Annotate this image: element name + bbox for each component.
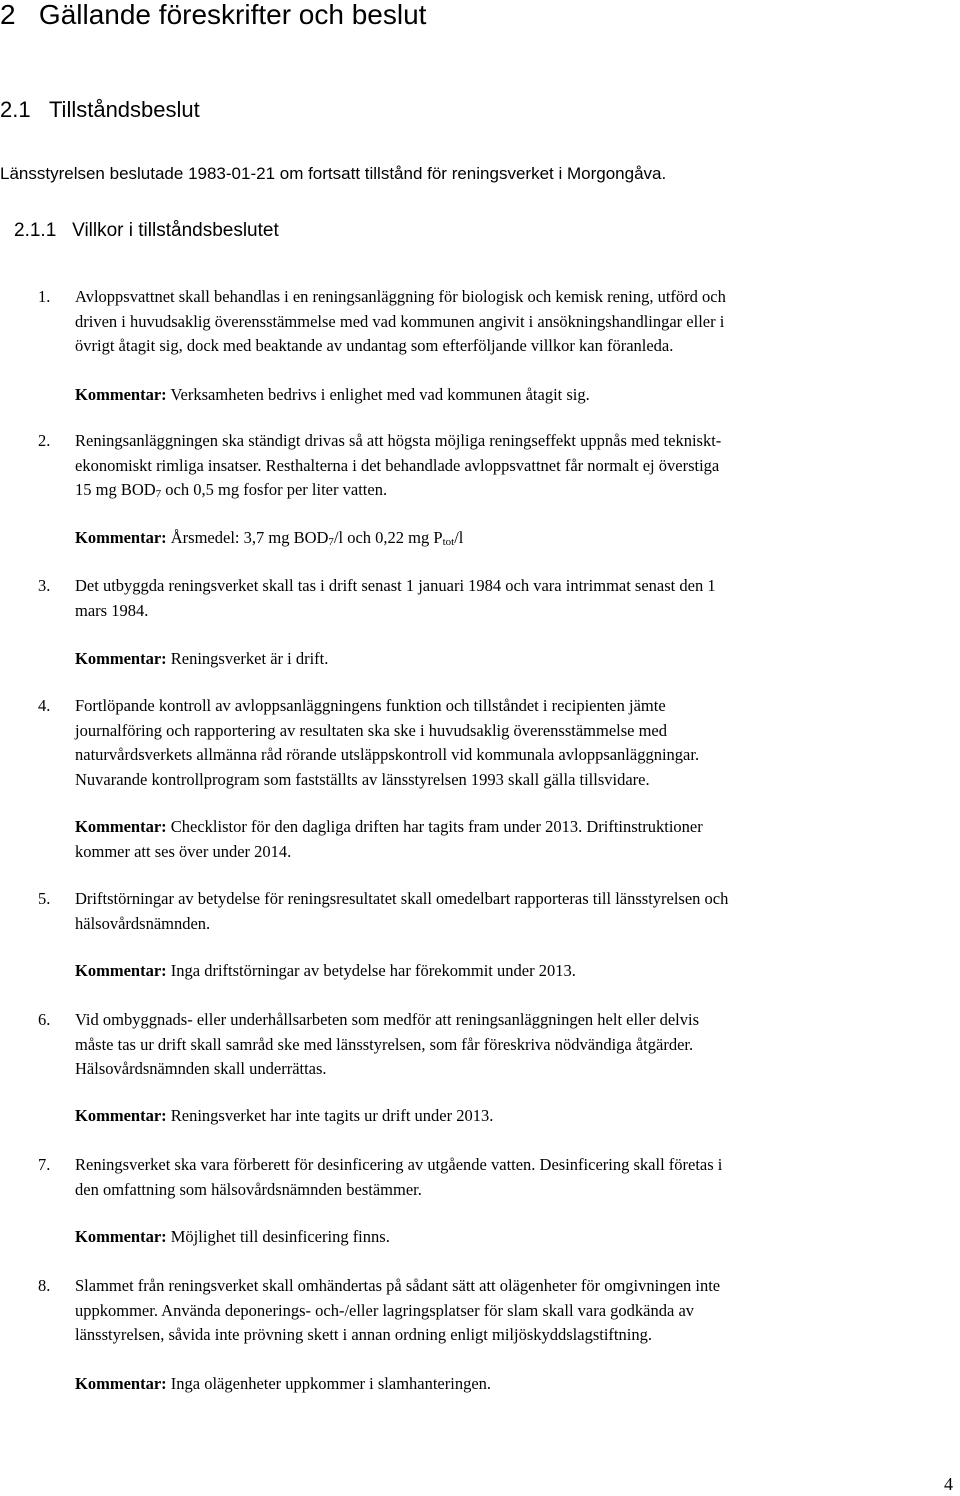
item-line: naturvårdsverkets allmänna råd rörande utsläppskontroll vid kommunala avloppsanläggningar. [75,745,700,764]
item-line: Det utbyggda reningsverket skall tas i drift senast 1 januari 1984 och vara intrimmat senast den 1 [75,576,716,595]
comment [75,1104,957,1129]
comment-text: Reningsverket är i drift. [170,649,329,668]
comment-label: Kommentar: [75,1106,167,1125]
comment-label: Kommentar: [75,817,167,836]
item-line: driven i huvudsaklig överensstämmelse med vad kommunen angivit i ansökningshandlingar eller i [75,311,725,331]
comment [75,959,957,984]
comment [75,815,957,864]
item-text [75,1008,957,1082]
item-line: Vid ombyggnads- eller underhållsarbeten som medför att reningsanläggningen helt eller delvis [75,1010,699,1029]
chapter-number: 2 [0,0,16,30]
comment-text: Inga driftstörningar av betydelse har förekommit under 2013. [170,961,576,980]
comment-label: Kommentar: [75,649,167,668]
item-text [75,1274,957,1348]
subsection-number: 2.1.1 [14,220,57,241]
item-line: Reningsanläggningen ska ständigt drivas så att högsta möjliga reningseffekt uppnås med tekniskt- [75,431,722,450]
comment-text: Reningsverket har inte tagits ur drift under 2013. [170,1106,494,1125]
item-line: journalföring och rapportering av resultaten ska ske i huvudsaklig överensstämmelse med [75,720,668,740]
comment-label: Kommentar: [75,1227,167,1246]
item-line: 15 mg $BOD_7$ och 0,5 mg fosfor per liter vatten. [75,480,388,500]
item-number: 2. [38,431,51,450]
chapter-title: Gällande föreskrifter och beslut [38,0,427,30]
comment [75,1225,957,1250]
item-line: måste tas ur drift skall samråd ske med länsstyrelsen, som får föreskriva nödvändiga åtgärder. [75,1034,694,1054]
item-number: 6. [38,1010,51,1029]
comment-text: Checklistor för den dagliga driften har tagits fram under 2013. Driftinstruktioner [170,817,703,836]
comment-text: kommer att ses över under 2014. [75,841,292,861]
comment: Kommentar: Årsmedel: 3,7 mg $BOD_7/l$ och 0,22 mg $P_{tot}/l$ [75,528,464,548]
item-line: länsstyrelsen, såvida inte prövning skett i annan ordning enligt miljöskyddslagstiftning. [75,1325,652,1344]
item-line: Avloppsvattnet skall behandlas i en reningsanläggning för biologisk och kemisk rening, utförd och [75,287,726,306]
item-text [75,1153,957,1202]
item-line: Slammet från reningsverket skall omhändertas på sådant sätt att olägenheter för omgivningen inte [75,1276,721,1295]
item-line: hälsovårdsnämnden. [75,913,211,933]
comment-label: Kommentar: [75,528,167,547]
item-number: 8. [38,1276,51,1295]
subsection-title: Villkor i tillståndsbeslutet [72,220,279,241]
item-text [75,694,957,792]
subsection-heading [14,219,279,243]
comment-label: Kommentar: [75,1374,167,1393]
section-number: 2.1 [0,97,31,122]
comment-text: Inga olägenheter uppkommer i slamhanteringen. [170,1374,492,1393]
item-line: Fortlöpande kontroll av avloppsanläggningens funktion och tillståndet i recipienten jämte [75,696,666,715]
comment-label: Kommentar: [75,961,167,980]
intro-paragraph: Länsstyrelsen beslutade 1983-01-21 om fortsatt tillstånd för reningsverket i Morgongåva. [0,164,667,183]
item-number: 4. [38,696,51,715]
item-line: ekonomiskt rimliga insatser. Resthalterna i det behandlade avloppsvattnet får normalt ej överstiga [75,455,720,475]
item-line: uppkommer. Använda deponerings- och-/eller lagringsplatser för slam skall vara godkända av [75,1300,695,1320]
comment-label: Kommentar: [75,385,167,404]
comment [75,647,957,672]
item-line: Hälsovårdsnämnden skall underrättas. [75,1059,327,1078]
item-text [75,574,957,623]
item-number: 5. [38,889,51,908]
item-line: övrigt åtagit sig, dock med beaktande av undantag som efterföljande villkor kan föranleda. [75,336,674,355]
comment [75,1372,957,1397]
item-number: 7. [38,1155,51,1174]
section-heading [0,97,200,123]
item-number: 3. [38,576,51,595]
section-title: Tillståndsbeslut [48,97,200,122]
comment-text: Möjlighet till desinficering finns. [170,1227,390,1246]
item-line: Driftstörningar av betydelse för reningsresultatet skall omedelbart rapporteras till länsstyrelsen och [75,889,729,908]
item-text [75,429,957,503]
item-line: Reningsverket ska vara förberett för desinficering av utgående vatten. Desinficering skall företas i [75,1155,723,1174]
comment [75,383,957,408]
item-text [75,285,957,359]
item-line: mars 1984. [75,600,149,620]
item-number: 1. [38,287,51,306]
item-line: den omfattning som hälsovårdsnämnden bestämmer. [75,1179,422,1199]
comment-text: Verksamheten bedrivs i enlighet med vad kommunen åtagit sig. [170,385,590,404]
item-line: Nuvarande kontrollprogram som fastställts av länsstyrelsen 1993 skall gälla tillsvidare. [75,769,650,789]
item-text [75,887,957,936]
page-number: 4 [944,1474,953,1494]
chapter-heading [0,0,426,30]
